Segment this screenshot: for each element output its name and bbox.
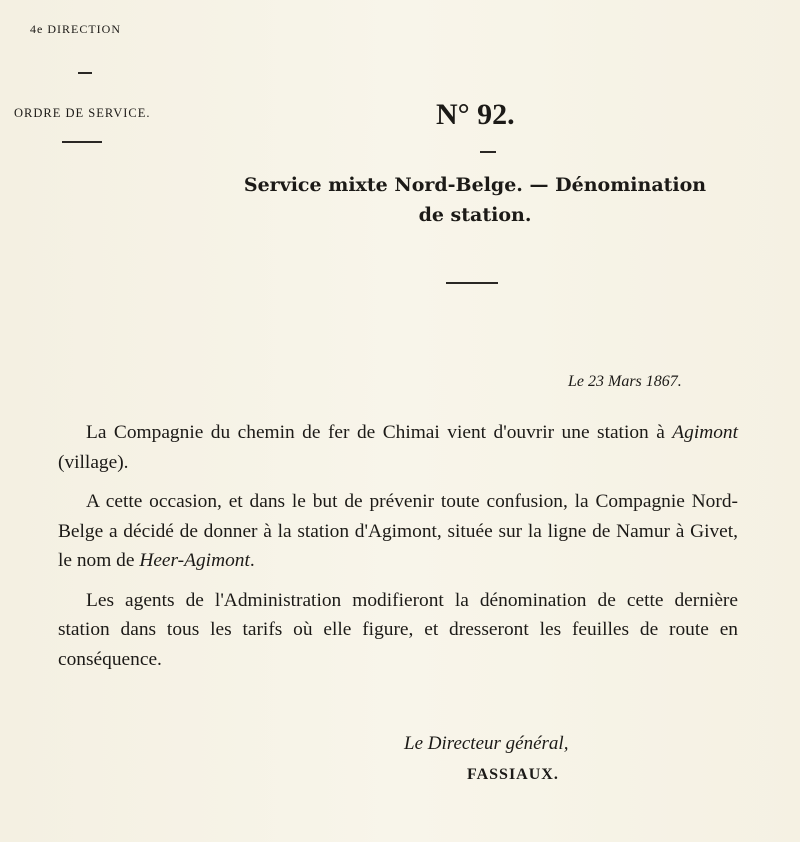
station-name: Heer-Agimont bbox=[139, 550, 250, 571]
paragraph-1 bbox=[58, 418, 738, 477]
department-label: 4e DIRECTION bbox=[30, 22, 121, 36]
paragraph-2 bbox=[58, 487, 738, 576]
paragraph-text: (village). bbox=[58, 451, 129, 473]
separator-rule bbox=[446, 282, 498, 284]
paragraph-3: Les agents de l'Administration modifieront la dénomination de cette dernière station dans tous les tarifs où elle figure, et dresseront les feuilles de route en conséquence. bbox=[58, 589, 738, 670]
signatory-title: Le Directeur général, bbox=[404, 733, 569, 754]
paragraph-text: La Compagnie du chemin de fer de Chimai vient d'ouvrir une station à bbox=[86, 422, 673, 443]
document-title bbox=[180, 170, 770, 230]
paragraph-text: . bbox=[249, 550, 255, 571]
document-body bbox=[58, 418, 738, 674]
order-number: N° 92. bbox=[436, 98, 515, 131]
paragraph-text: A cette occasion, et dans le but de prévenir toute confusion, la Compagnie Nord-Belge a décidé de donner à la station d'Agimont, située sur la ligne de Namur à Givet, le nom de bbox=[58, 491, 738, 571]
separator-dash bbox=[78, 72, 92, 74]
title-line-1: Service mixte Nord-Belge. — Dénomination bbox=[243, 174, 707, 196]
title-line-2: de station. bbox=[418, 204, 532, 226]
place-name: Agimont bbox=[672, 422, 738, 443]
separator-dash bbox=[62, 141, 102, 143]
separator-rule bbox=[480, 151, 496, 153]
signatory-name: FASSIAUX. bbox=[467, 766, 559, 783]
document-date: Le 23 Mars 1867. bbox=[568, 373, 682, 390]
order-of-service-label: ORDRE DE SERVICE. bbox=[14, 106, 151, 120]
